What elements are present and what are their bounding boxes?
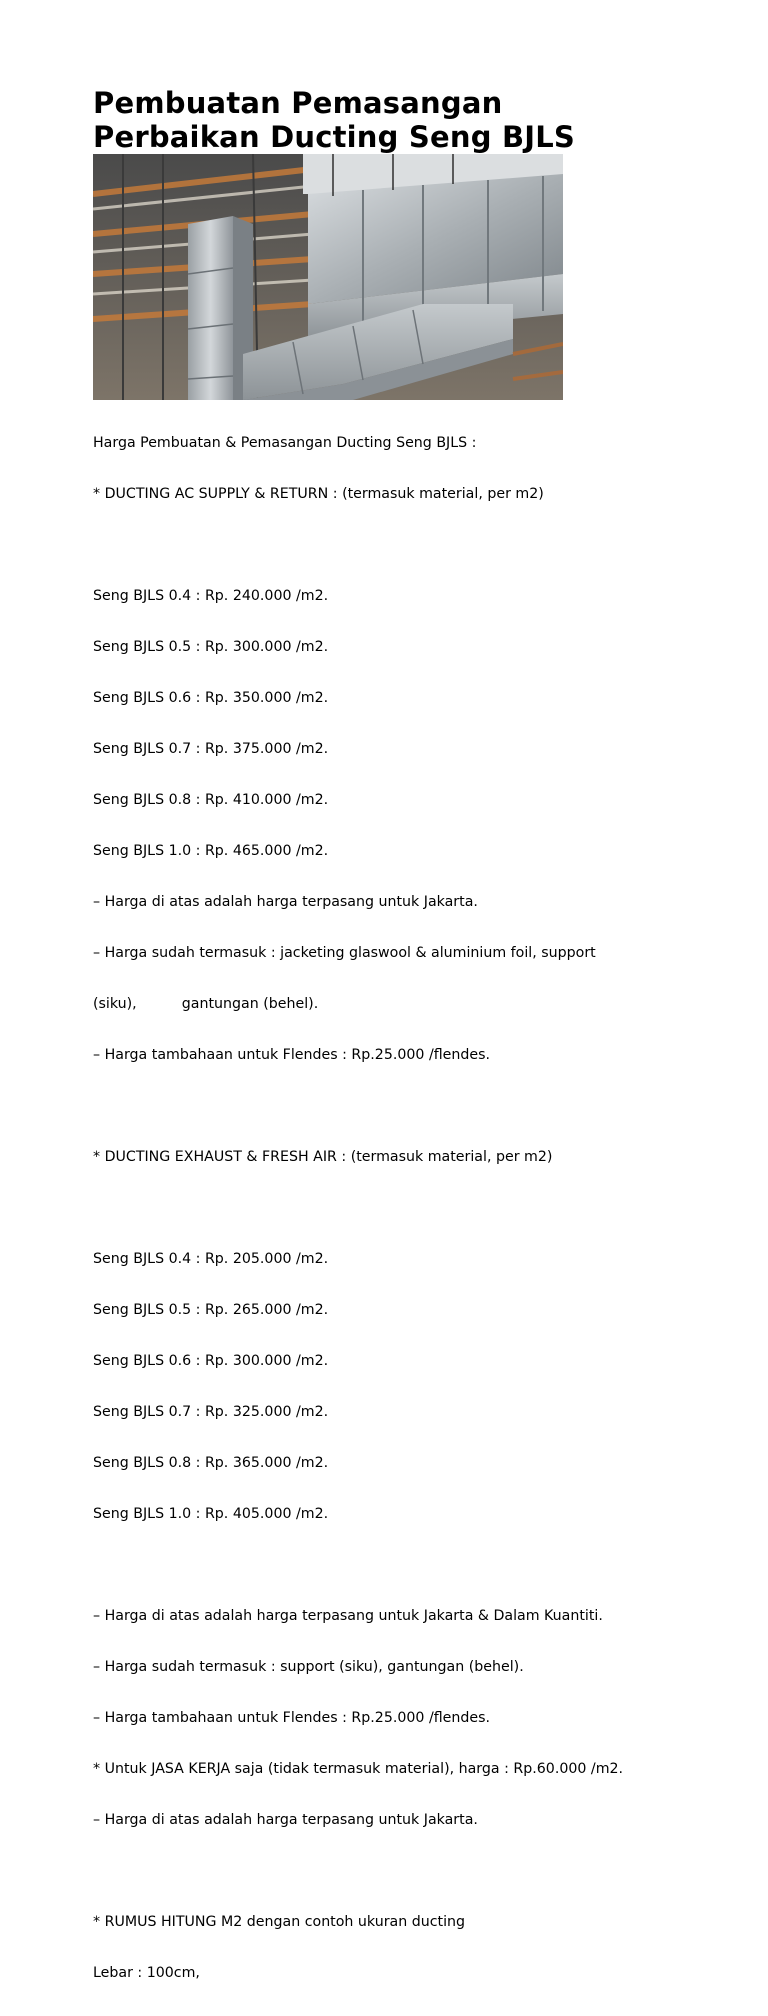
text-line: Seng BJLS 0.4 : Rp. 205.000 /m2. bbox=[93, 1251, 329, 1267]
text-line bbox=[93, 1098, 733, 1115]
text-line: Seng BJLS 1.0 : Rp. 465.000 /m2. bbox=[93, 843, 329, 859]
text-line: Seng BJLS 0.6 : Rp. 350.000 /m2. bbox=[93, 690, 329, 706]
text-line: – Harga di atas adalah harga terpasang untuk Jakarta & Dalam Kuantiti. bbox=[93, 1608, 603, 1624]
document-page bbox=[93, 86, 733, 2016]
text-line: Seng BJLS 0.7 : Rp. 325.000 /m2. bbox=[93, 1404, 329, 1420]
text-line: Seng BJLS 0.8 : Rp. 410.000 /m2. bbox=[93, 792, 329, 808]
text-line: Seng BJLS 0.8 : Rp. 365.000 /m2. bbox=[93, 1455, 329, 1471]
text-line: – Harga di atas adalah harga terpasang untuk Jakarta. bbox=[93, 894, 478, 910]
text-line: Seng BJLS 0.5 : Rp. 265.000 /m2. bbox=[93, 1302, 329, 1318]
text-line bbox=[93, 537, 733, 554]
text-line: * Untuk JASA KERJA saja (tidak termasuk material), harga : Rp.60.000 /m2. bbox=[93, 1761, 624, 1777]
text-line: – Harga tambahaan untuk Flendes : Rp.25.000 /flendes. bbox=[93, 1710, 491, 1726]
text-line: * RUMUS HITUNG M2 dengan contoh ukuran ducting bbox=[93, 1914, 466, 1930]
text-line: Seng BJLS 1.0 : Rp. 405.000 /m2. bbox=[93, 1506, 329, 1522]
text-line: Seng BJLS 0.5 : Rp. 300.000 /m2. bbox=[93, 639, 329, 655]
title-line-1: Pembuatan Pemasangan bbox=[93, 86, 503, 120]
text-line bbox=[93, 1863, 733, 1880]
text-line: Seng BJLS 0.6 : Rp. 300.000 /m2. bbox=[93, 1353, 329, 1369]
text-line: – Harga sudah termasuk : support (siku), gantungan (behel). bbox=[93, 1659, 524, 1675]
text-line: * DUCTING AC SUPPLY & RETURN : (termasuk material, per m2) bbox=[93, 486, 544, 502]
text-line bbox=[93, 1557, 733, 1574]
text-line: – Harga tambahaan untuk Flendes : Rp.25.000 /flendes. bbox=[93, 1047, 491, 1063]
text-line bbox=[93, 1200, 733, 1217]
title-line-2: Perbaikan Ducting Seng BJLS bbox=[93, 120, 576, 154]
ducting-photo bbox=[93, 154, 563, 400]
page-title bbox=[93, 86, 733, 154]
price-list-text bbox=[93, 401, 733, 2016]
ducting-photo-illustration bbox=[93, 154, 563, 400]
text-line: (siku), gantungan (behel). bbox=[93, 996, 319, 1012]
text-line: Harga Pembuatan & Pemasangan Ducting Seng BJLS : bbox=[93, 435, 477, 451]
text-line: Seng BJLS 0.4 : Rp. 240.000 /m2. bbox=[93, 588, 329, 604]
text-line: – Harga di atas adalah harga terpasang untuk Jakarta. bbox=[93, 1812, 478, 1828]
text-line: * DUCTING EXHAUST & FRESH AIR : (termasuk material, per m2) bbox=[93, 1149, 553, 1165]
text-line: Lebar : 100cm, bbox=[93, 1965, 200, 1981]
text-line: Seng BJLS 0.7 : Rp. 375.000 /m2. bbox=[93, 741, 329, 757]
text-line: – Harga sudah termasuk : jacketing glaswool & aluminium foil, support bbox=[93, 945, 596, 961]
